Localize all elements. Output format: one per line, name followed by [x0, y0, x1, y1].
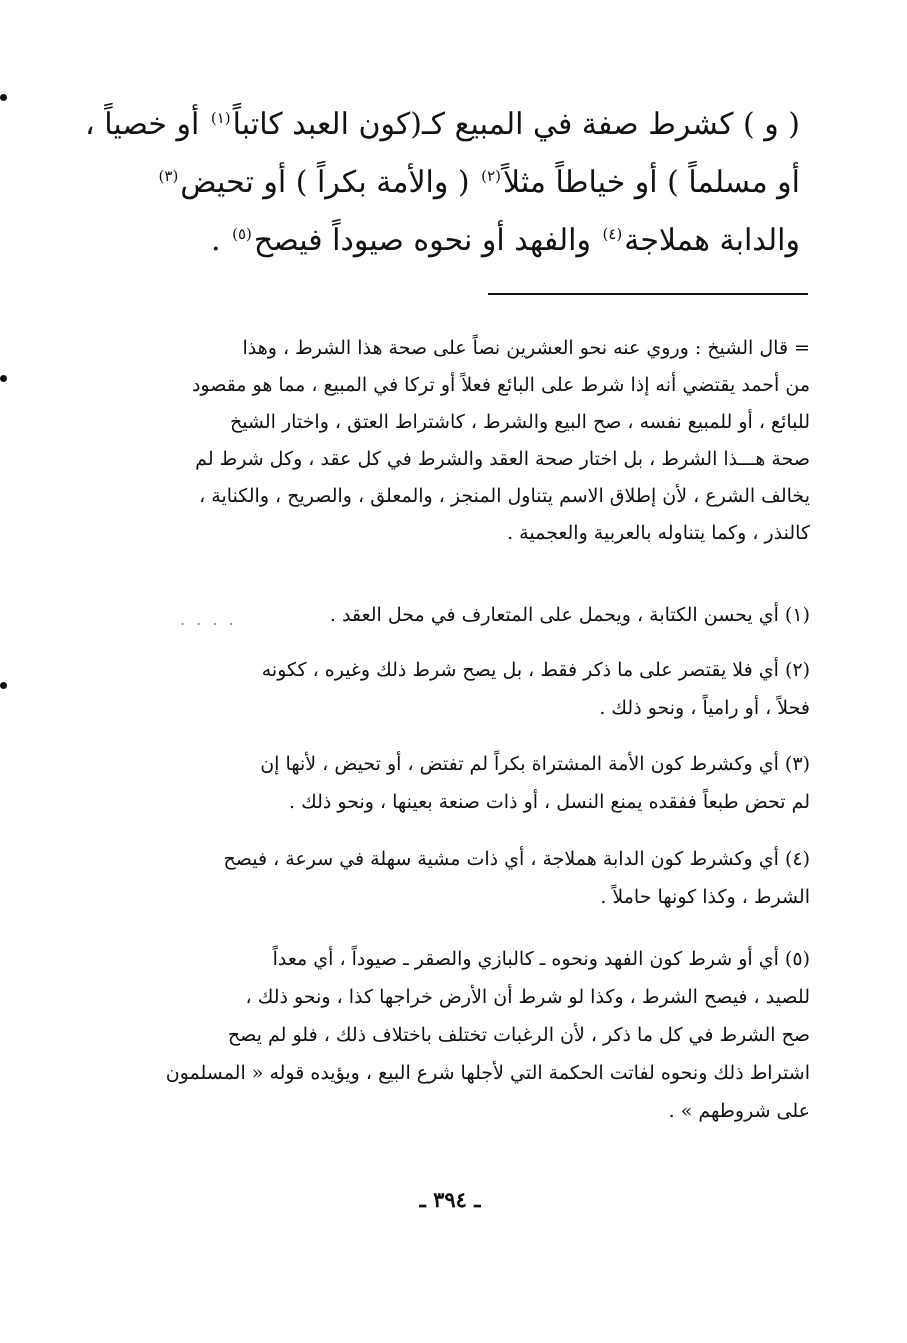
footnote-line: (٤) أي وكشرط كون الدابة هملاجة ، أي ذات مشية سهلة في سرعة ، فيصح — [223, 848, 810, 870]
footnote-line: فحلاً ، أو رامياً ، ونحو ذلك . — [599, 697, 810, 719]
footnote-line: للصيد ، فيصح الشرط ، وكذا لو شرط أن الأرض خراجها كذا ، ونحو ذلك ، — [245, 986, 810, 1008]
footnote-ref[interactable]: (١) — [210, 109, 231, 127]
footnote-2 — [80, 651, 810, 727]
commentary-line: من أحمد يقتضي أنه إذا شرط على البائع فعلاً أو تركا في المبيع ، مما هو مقصود — [191, 374, 810, 396]
footnote-4 — [80, 840, 810, 916]
footnote-5 — [80, 940, 810, 1130]
footnote-line: على شروطهم » . — [668, 1100, 810, 1122]
commentary-line: يخالف الشرع ، لأن إطلاق الاسم يتناول المنجز ، والمعلق ، والصريح ، والكناية ، — [199, 485, 810, 507]
footnote-ref[interactable]: (٢) — [481, 167, 501, 185]
main-text-segment: أو خصياً ، — [85, 107, 209, 142]
main-text-segment: . — [211, 223, 231, 258]
footnote-line: (١) أي يحسن الكتابة ، ويحمل على المتعارف في محل العقد . — [329, 604, 810, 626]
commentary-line: = قال الشيخ : وروي عنه نحو العشرين نصاً على صحة هذا الشرط ، وهذا — [242, 337, 810, 359]
margin-mark — [0, 682, 7, 689]
footnote-line: الشرط ، وكذا كونها حاملاً . — [600, 886, 810, 908]
footnote-line: (٢) أي فلا يقتصر على ما ذكر فقط ، بل يصح شرط ذلك وغيره ، ككونه — [261, 659, 810, 681]
footnote-3 — [80, 745, 810, 821]
footnote-line: لم تحض طبعاً ففقده يمنع النسل ، أو ذات صنعة بعينها ، ونحو ذلك . — [289, 791, 810, 813]
main-text-segment: والدابة هملاجة — [624, 223, 800, 258]
footnote-line: اشتراط ذلك ونحوه لفاتت الحكمة التي لأجلها شرع البيع ، ويؤيده قوله « المسلمون — [165, 1062, 810, 1084]
main-text-line — [110, 154, 800, 212]
page-number: ـ ٣٩٤ ـ — [419, 1187, 481, 1212]
main-text-segment: ( و ) كشرط صفة في المبيع كـ(كون العبد كاتباً — [232, 107, 800, 142]
footnote-line: صح الشرط في كل ما ذكر ، لأن الرغبات تختلف باختلاف ذلك ، فلو لم يصح — [227, 1024, 810, 1046]
main-text-line — [85, 96, 800, 154]
main-text-segment: والفهد أو نحوه صيوداً فيصح — [253, 223, 601, 258]
commentary-block — [80, 330, 810, 552]
footnote-line: (٥) أي أو شرط كون الفهد ونحوه ـ كالبازي والصقر ـ صيوداً ، أي معداً — [272, 948, 810, 970]
main-text-segment: ( والأمة بكراً ) أو تحيض — [180, 165, 480, 200]
margin-mark — [0, 94, 7, 101]
main-text-line — [110, 212, 800, 270]
footnote-ref[interactable]: (٥) — [232, 225, 252, 243]
main-text-segment: أو مسلماً ) أو خياطاً مثلاً — [502, 165, 800, 200]
commentary-line: للبائع ، أو للمبيع نفسه ، صح البيع والشرط ، كاشتراط العتق ، واختار الشيخ — [229, 411, 810, 433]
footnote-ref[interactable]: (٣) — [158, 167, 179, 185]
footnote-ref[interactable]: (٤) — [602, 225, 623, 243]
commentary-line: كالنذر ، وكما يتناوله بالعربية والعجمية . — [507, 522, 810, 544]
margin-mark — [0, 375, 7, 382]
footnote-line: (٣) أي وكشرط كون الأمة المشتراة بكراً لم تفتض ، أو تحيض ، لأنها إن — [260, 753, 810, 775]
commentary-line: صحة هـــذا الشرط ، بل اختار صحة العقد والشرط في كل عقد ، وكل شرط لم — [195, 448, 810, 470]
main-text — [85, 96, 800, 270]
footnote-divider — [488, 293, 808, 295]
faint-dots: . . . . — [180, 610, 237, 629]
